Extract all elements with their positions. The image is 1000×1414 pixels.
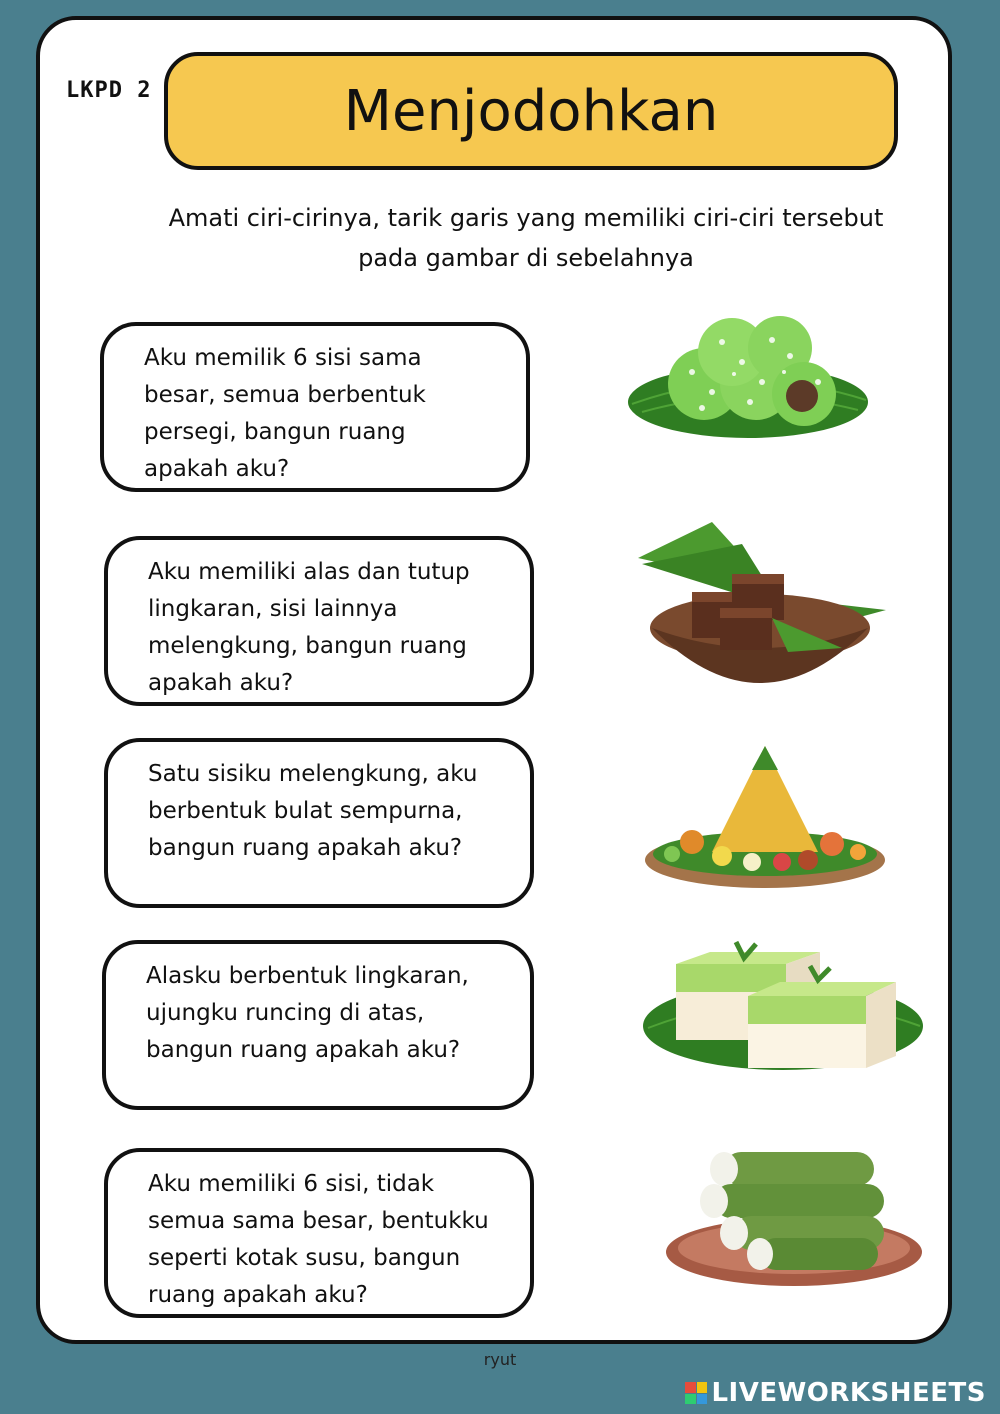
klepon-icon[interactable] — [622, 312, 874, 442]
question-text-2: Aku memiliki alas dan tutup lingkaran, sisi lainnya melengkung, bangun ruang apakah aku? — [148, 559, 470, 696]
author-credit: ryut — [483, 1350, 517, 1369]
page-title: Menjodohkan — [343, 78, 719, 144]
question-text-4: Alasku berbentuk lingkaran, ujungku runcing di atas, bangun ruang apakah aku? — [146, 963, 469, 1063]
question-box-4[interactable] — [102, 940, 534, 1110]
layer-cake-icon[interactable] — [640, 936, 926, 1076]
worksheet-code: LKPD 2 — [66, 78, 152, 103]
brand-grid-icon — [685, 1382, 707, 1404]
instruction-text: Amati ciri-cirinya, tarik garis yang memiliki ciri-ciri tersebut pada gambar di sebelahnya — [168, 204, 884, 272]
question-text-3: Satu sisiku melengkung, aku berbentuk bulat sempurna, bangun ruang apakah aku? — [148, 761, 478, 861]
question-box-5[interactable] — [104, 1148, 534, 1318]
brand-logo[interactable] — [685, 1378, 986, 1408]
brand-name: LIVEWORKSHEETS — [711, 1378, 986, 1408]
question-text-5: Aku memiliki 6 sisi, tidak semua sama besar, bentukku seperti kotak susu, bangun ruang apakah aku? — [148, 1171, 489, 1308]
question-box-1[interactable] — [100, 322, 530, 492]
question-text-1: Aku memilik 6 sisi sama besar, semua berbentuk persegi, bangun ruang apakah aku? — [144, 345, 426, 482]
question-box-3[interactable] — [104, 738, 534, 908]
tumpeng-cone-icon[interactable] — [632, 740, 898, 894]
lemper-rolls-icon[interactable] — [664, 1138, 928, 1290]
brownie-cubes-icon[interactable] — [632, 518, 890, 696]
title-banner — [164, 52, 898, 170]
question-box-2[interactable] — [104, 536, 534, 706]
